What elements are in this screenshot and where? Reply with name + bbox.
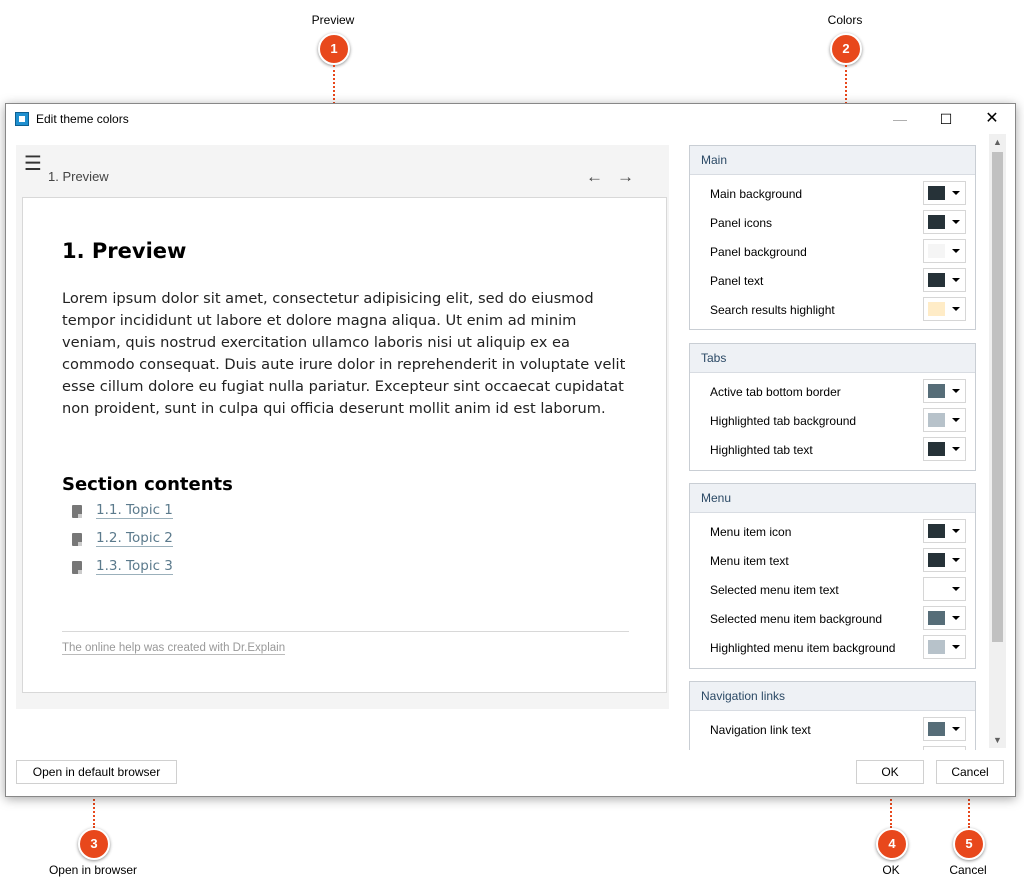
color-row [690, 267, 975, 295]
color-picker[interactable] [923, 717, 966, 741]
edit-theme-colors-dialog [5, 103, 1016, 797]
topic-link-3[interactable]: 1.3. Topic 3 [96, 558, 173, 574]
dropdown-arrow-icon [952, 447, 960, 451]
callout-label-preview: Preview [311, 13, 355, 27]
body-text: Lorem ipsum dolor sit amet, consectetur adipisicing elit, sed do eiusmod tempor incididunt ut labore et dolore magna aliqua. Ut enim ad minim veniam, quis nostrud exercitation ullamco laboris nisi ut aliquip ex ea commodo consequat. Duis aute irure dolor in reprehenderit in voluptate velit esse cillum dolore eu fugiat nulla pariatur. Excepteur sint occaecat cupidatat non proident, sunt in culpa qui officia deserunt mollit anim id est laborum. [62, 290, 626, 417]
color-picker[interactable] [923, 408, 966, 432]
footer-note-link[interactable]: The online help was created with Dr.Explain [62, 642, 286, 654]
document-icon [72, 505, 82, 518]
color-row-label: Search results highlight [710, 303, 835, 317]
next-arrow-icon[interactable]: → [617, 167, 634, 186]
document-icon [72, 533, 82, 546]
color-swatch [928, 582, 945, 596]
callout-label-colors: Colors [827, 13, 863, 27]
color-swatch [928, 273, 945, 287]
color-picker[interactable] [923, 210, 966, 234]
scroll-up-icon[interactable]: ▲ [993, 137, 1002, 147]
prev-arrow-icon[interactable]: ← [586, 167, 603, 186]
color-swatch [928, 611, 945, 625]
footer-divider [62, 631, 629, 632]
color-swatch [928, 186, 945, 200]
preview-page [22, 197, 667, 693]
color-row-label: Highlighted menu item background [710, 641, 896, 655]
dropdown-arrow-icon [952, 587, 960, 591]
page-heading: 1. Preview [62, 239, 187, 263]
color-picker[interactable] [923, 606, 966, 630]
color-swatch [928, 640, 945, 654]
callout-badge-1: 1 [318, 33, 350, 65]
dropdown-arrow-icon [952, 249, 960, 253]
group-main [689, 145, 976, 330]
color-swatch [928, 244, 945, 258]
preview-panel [16, 145, 669, 709]
color-row-label: Panel icons [710, 216, 773, 230]
dropdown-arrow-icon [952, 616, 960, 620]
callout-label-open-browser: Open in browser [48, 863, 138, 877]
color-picker[interactable] [923, 437, 966, 461]
dropdown-arrow-icon [952, 307, 960, 311]
color-picker[interactable] [923, 181, 966, 205]
color-row-label: Panel text [710, 274, 764, 288]
callout-label-ok: OK [882, 863, 900, 877]
color-row [690, 238, 975, 266]
dropdown-arrow-icon [952, 389, 960, 393]
color-row [690, 209, 975, 237]
color-row [690, 296, 975, 324]
color-row [690, 407, 975, 435]
color-row-label: Selected menu item background [710, 612, 883, 626]
color-row-label: Panel background [710, 245, 807, 259]
title-bar [6, 104, 1015, 134]
group-navigation-links [689, 681, 976, 750]
color-swatch [928, 553, 945, 567]
color-row [690, 634, 975, 662]
open-in-browser-button[interactable]: Open in default browser [16, 760, 177, 784]
window-title: Edit theme colors [36, 112, 129, 126]
app-icon [15, 112, 29, 126]
dropdown-arrow-icon [952, 529, 960, 533]
color-picker[interactable] [923, 746, 966, 750]
callout-badge-2: 2 [830, 33, 862, 65]
color-row [690, 180, 975, 208]
color-row-label: Navigation link text [710, 723, 811, 737]
scroll-down-icon[interactable]: ▼ [993, 735, 1002, 745]
color-row-label: Highlighted tab background [710, 414, 857, 428]
color-row [690, 378, 975, 406]
group-header: Main [690, 146, 975, 175]
minimize-button[interactable]: — [893, 111, 907, 127]
color-row [690, 716, 975, 744]
callout-badge-5: 5 [953, 828, 985, 860]
group-header: Tabs [690, 344, 975, 373]
vertical-scrollbar[interactable] [989, 134, 1006, 748]
color-picker[interactable] [923, 577, 966, 601]
color-swatch [928, 215, 945, 229]
color-picker[interactable] [923, 268, 966, 292]
color-row-label: Highlighted tab text [710, 443, 813, 457]
dropdown-arrow-icon [952, 418, 960, 422]
dropdown-arrow-icon [952, 727, 960, 731]
color-swatch [928, 524, 945, 538]
dropdown-arrow-icon [952, 191, 960, 195]
group-menu [689, 483, 976, 669]
scrollbar-thumb[interactable] [992, 152, 1003, 642]
topic-link-2[interactable]: 1.2. Topic 2 [96, 530, 173, 546]
color-row [690, 436, 975, 464]
color-row-label: Menu item icon [710, 525, 792, 539]
color-picker[interactable] [923, 635, 966, 659]
hamburger-menu-icon[interactable]: ☰ [24, 153, 42, 175]
color-picker[interactable] [923, 239, 966, 263]
color-swatch [928, 384, 945, 398]
color-row [690, 605, 975, 633]
maximize-button[interactable]: ☐ [939, 111, 953, 127]
color-swatch [928, 413, 945, 427]
color-picker[interactable] [923, 297, 966, 321]
color-swatch [928, 302, 945, 316]
close-button[interactable]: ✕ [985, 110, 999, 127]
topic-link-1[interactable]: 1.1. Topic 1 [96, 502, 173, 518]
ok-button[interactable]: OK [856, 760, 924, 784]
callout-badge-4: 4 [876, 828, 908, 860]
dropdown-arrow-icon [952, 278, 960, 282]
callout-badge-3: 3 [78, 828, 110, 860]
group-tabs [689, 343, 976, 471]
dropdown-arrow-icon [952, 558, 960, 562]
group-header: Menu [690, 484, 975, 513]
breadcrumb: 1. Preview [48, 169, 109, 184]
color-row-label: Active tab bottom border [710, 385, 841, 399]
section-contents-title: Section contents [62, 474, 233, 495]
color-swatch [928, 722, 945, 736]
color-picker[interactable] [923, 548, 966, 572]
dropdown-arrow-icon [952, 220, 960, 224]
color-row [690, 547, 975, 575]
dropdown-arrow-icon [952, 645, 960, 649]
color-row-label: Menu item text [710, 554, 789, 568]
color-row [690, 518, 975, 546]
cancel-button[interactable]: Cancel [936, 760, 1004, 784]
color-settings-panel [688, 142, 981, 750]
color-row [690, 745, 975, 750]
group-header: Navigation links [690, 682, 975, 711]
color-row-label: Selected menu item text [710, 583, 839, 597]
color-swatch [928, 442, 945, 456]
color-row [690, 576, 975, 604]
document-icon [72, 561, 82, 574]
color-picker[interactable] [923, 379, 966, 403]
callout-label-cancel: Cancel [949, 863, 987, 877]
color-picker[interactable] [923, 519, 966, 543]
color-row-label: Main background [710, 187, 803, 201]
